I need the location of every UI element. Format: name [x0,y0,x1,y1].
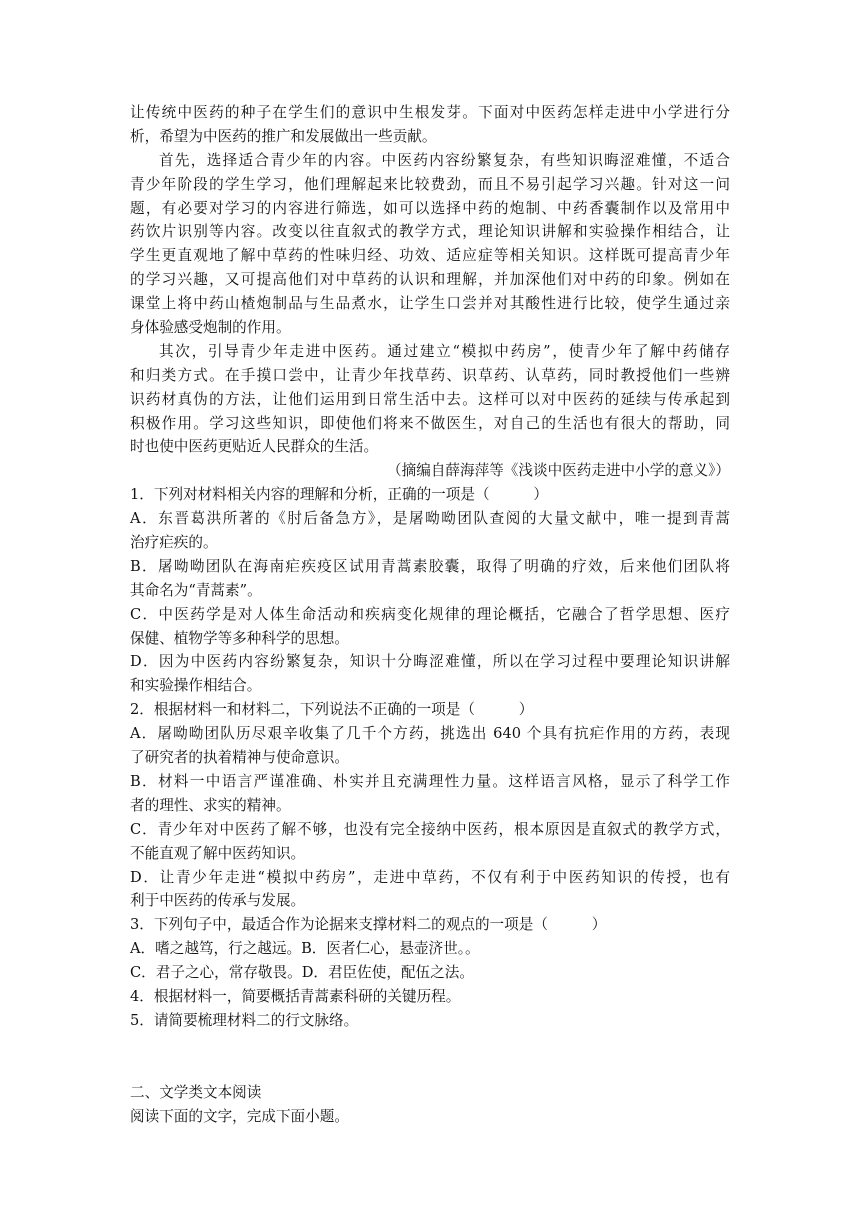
question-3-options-ab: A．嗜之越笃，行之越远。B．医者仁心，悬壶济世。。 [130,940,480,958]
passage-text-line: 身体验感受炮制的作用。 [130,319,291,337]
source-citation: （摘编自薛海萍等《浅谈中医药走进中小学的意义》） [387,462,730,480]
passage-text-line: 首先，选择适合青少年的内容。中医药内容纷繁复杂，有些知识晦涩难懂，不适合 [159,151,730,169]
question-2-stem: 2．根据材料一和材料二，下列说法不正确的一项是（ ） [130,701,534,719]
passage-text-line: 时也使中医药更贴近人民群众的生活。 [130,438,379,456]
question-1-option-c: C．中医药学是对人体生命活动和疾病变化规律的理论概括，它融合了哲学思想、医疗 [130,605,730,623]
passage-text-line: 析，希望为中医药的推广和发展做出一些贡献。 [130,127,437,145]
question-1-option-d: D．因为中医药内容纷繁复杂，知识十分晦涩难懂，所以在学习过程中要理论知识讲解 [130,653,730,671]
question-3-stem: 3．下列句子中，最适合作为论据来支撑材料二的观点的一项是（ ） [130,916,607,934]
question-2-option-d: 利于中医药的传承与发展。 [130,892,306,910]
question-1-option-b: B．屠呦呦团队在海南疟疾疫区试用青蒿素胶囊，取得了明确的疗效，后来他们团队将 [130,557,730,575]
question-2-option-c: C．青少年对中医药了解不够，也没有完全接纳中医药，根本原因是直叙式的教学方式， [130,820,730,838]
passage-text-line: 其次，引导青少年走进中医药。通过建立“模拟中药房”，使青少年了解中药储存 [159,342,730,360]
passage-text-line: 和归类方式。在手摸口尝中，让青少年找草药、识草药、认草药，同时教授他们一些辨 [130,366,730,384]
passage-text-line: 学生更直观地了解中草药的性味归经、功效、适应症等相关知识。这样既可提高青少年 [130,247,730,265]
passage-text-line: 让传统中医药的种子在学生们的意识中生根发芽。下面对中医药怎样走进中小学进行分 [130,104,730,121]
section-spacer [130,1033,730,1081]
question-5: 5．请简要梳理材料二的行文脉络。 [130,1011,359,1029]
page-content [130,101,730,1129]
question-1-option-c: 保健、植物学等多种科学的思想。 [130,629,349,647]
section-2-heading: 二、文学类文本阅读 [130,1083,262,1101]
question-1-option-a: 治疗疟疾的。 [130,534,218,552]
passage-text-line: 药饮片识别等内容。改变以往直叙式的教学方式，理论知识讲解和实验操作相结合，让 [130,223,730,241]
question-4: 4．根据材料一，简要概括青蒿素科研的关键历程。 [130,987,461,1005]
question-2-option-d: D．让青少年走进“模拟中药房”，走进中草药，不仅有利于中医药知识的传授，也有 [130,868,730,886]
question-2-option-c: 不能直观了解中医药知识。 [130,844,306,862]
passage-text-line: 题，有必要对学习的内容进行筛选，如可以选择中药的炮制、中药香囊制作以及常用中 [130,199,730,217]
question-3-options-cd: C．君子之心，常存敬畏。D．君臣佐使，配伍之法。 [130,964,474,982]
question-1-stem: 1．下列对材料相关内容的理解和分析，正确的一项是（ ） [130,486,548,504]
question-1-option-d: 和实验操作相结合。 [130,677,262,695]
question-2-option-a: A．屠呦呦团队历尽艰辛收集了几千个方药，挑选出 640 个具有抗疟作用的方药，表现 [130,725,730,743]
passage-text-line: 青少年阶段的学生学习，他们理解起来比较费劲，而且不易引起学习兴趣。针对这一问 [130,175,730,193]
section-2-instruction: 阅读下面的文字，完成下面小题。 [130,1107,349,1125]
passage-text-line: 识药材真伪的方法，让他们运用到日常生活中去。这样可以对中医药的延续与传承起到 [130,390,730,408]
question-1-option-b: 其命名为“青蒿素”。 [130,581,262,599]
passage-text-line: 的学习兴趣，又可提高他们对中草药的认识和理解，并加深他们对中药的印象。例如在 [130,271,730,289]
passage-text-line: 课堂上将中药山楂炮制品与生品煮水，让学生口尝并对其酸性进行比较，使学生通过亲 [130,295,730,313]
question-2-option-b: 者的理性、求实的精神。 [130,796,291,814]
question-1-option-a: A．东晋葛洪所著的《肘后备急方》，是屠呦呦团队查阅的大量文献中，唯一提到青蒿 [130,510,730,528]
question-2-option-a: 了研究者的执着精神与使命意识。 [130,749,349,767]
question-2-option-b: B．材料一中语言严谨准确、朴实并且充满理性力量。这样语言风格，显示了科学工作 [130,772,730,790]
passage-text-line: 积极作用。学习这些知识，即使他们将来不做医生，对自己的生活也有很大的帮助，同 [130,414,730,432]
